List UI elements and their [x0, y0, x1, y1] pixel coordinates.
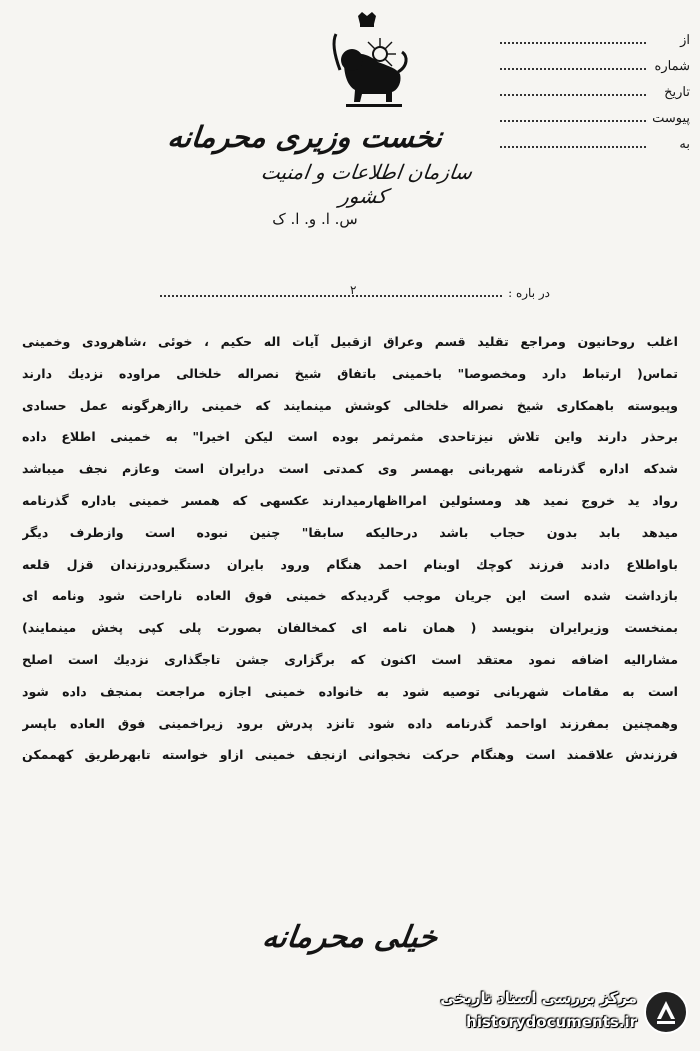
subject-line: [160, 280, 550, 300]
subject-label: در باره :: [508, 286, 550, 300]
body-line: وپیوسته باهمکاری شیخ نصراله خلخالی کوشش مینمایند که خمینی راازهرگونه عمل حسادی: [22, 397, 678, 413]
watermark-url[interactable]: historydocuments.ir: [466, 1013, 637, 1031]
body-line: رواد ید خروج نمید هد ومسئولین امرااظهارمیدارند عکسهی که همسر خمینی باداره گذرنامه: [22, 492, 678, 508]
field-attachment-line: [500, 119, 646, 122]
watermark[interactable]: [425, 985, 693, 1045]
classification-stamp: خیلی محرمانه: [260, 920, 440, 955]
field-date-line: [500, 93, 646, 96]
field-number-label: شماره: [654, 59, 690, 74]
field-to-line: [500, 145, 646, 148]
body-line: تماس( ارتباط دارد ومخصوصا" باخمینی باتفاق شیخ نصراله خلخالی مراوده نزدیك دارند: [22, 365, 678, 381]
field-to: [490, 126, 690, 152]
field-from-line: [500, 41, 646, 44]
document-title: نخست وزیری محرمانه: [166, 120, 444, 154]
body-line: شدکه اداره گذرنامه شهربانی بهمسر وی کمدتی است درایران است وعازم نجف میباشد: [22, 461, 678, 477]
body-line: مشارالیه اضافه نمود معتقد است اکنون که برگزاری جشن تاجگذاری نزدیك است اصلح: [22, 651, 678, 667]
body-line: اغلب روحانیون ومراجع تقلید قسم وعراق ازقبیل آیات اله حکیم ، خوئی ،شاهرودی وخمینی: [22, 334, 678, 349]
field-date: [490, 74, 690, 100]
field-number: [490, 48, 690, 74]
field-from-label: از: [680, 33, 690, 48]
field-number-line: [500, 67, 646, 70]
body-line: وهمچنین بمفرزند اواحمد گذرنامه داده شود تانزد پدرش برود زیراخمینی فوق العاده باپسر: [22, 715, 678, 731]
body-line: بازداشت شده است این جریان موجب گردیدکه خمینی فوق العاده ناراحت شود ونامه ای: [22, 588, 678, 604]
body-line: برحذر دارند واین تلاش نیزتاحدی مثمرثمر بوده است لیکن اخیرا" به خمینی اطلاع داده: [22, 429, 678, 445]
header-fields: [490, 22, 690, 152]
subject-mark: ۲: [350, 283, 357, 297]
body-line: بمنخست وزیرایران بنویسد ( همان نامه ای کمخالفان بصورت پلی کپی پخش مینمایند): [22, 620, 678, 636]
watermark-name: مرکز بررسی اسناد تاریخی: [440, 989, 637, 1007]
subject-dots: [160, 283, 502, 297]
field-to-label: به: [679, 137, 690, 152]
body-line: میدهد بابد بدون حجاب باشد درحالیکه سابقا" چنین نبوده است وازطرف دیگر: [22, 524, 678, 540]
body-line: است به مقامات شهربانی توصیه شود به خانواده خمینی اجازه مراجعت بمنجف داده شود: [22, 683, 678, 699]
document-body: [22, 326, 678, 771]
organization-name: سازمان اطلاعات و امنیت کشور: [259, 160, 474, 208]
field-attachment: [490, 100, 690, 126]
organization-code: س. ا. و. ا. ک: [272, 210, 358, 228]
archive-logo-icon: [643, 989, 689, 1035]
field-attachment-label: پیوست: [652, 111, 690, 126]
field-from: [490, 22, 690, 48]
field-date-label: تاریخ: [664, 85, 690, 100]
body-line: فرزندش علاقمند است وهنگام حرکت نخجوانی ازنجف خمینی ازاو خواسته تابهرطریق کهممکن: [22, 747, 678, 763]
lion-and-sun-emblem-icon: [322, 10, 412, 110]
body-line: باواطلاع دادند فرزند کوچك اوبنام احمد هنگام ورود بایران دستگیرودرزندان قزل قلعه: [22, 556, 678, 572]
